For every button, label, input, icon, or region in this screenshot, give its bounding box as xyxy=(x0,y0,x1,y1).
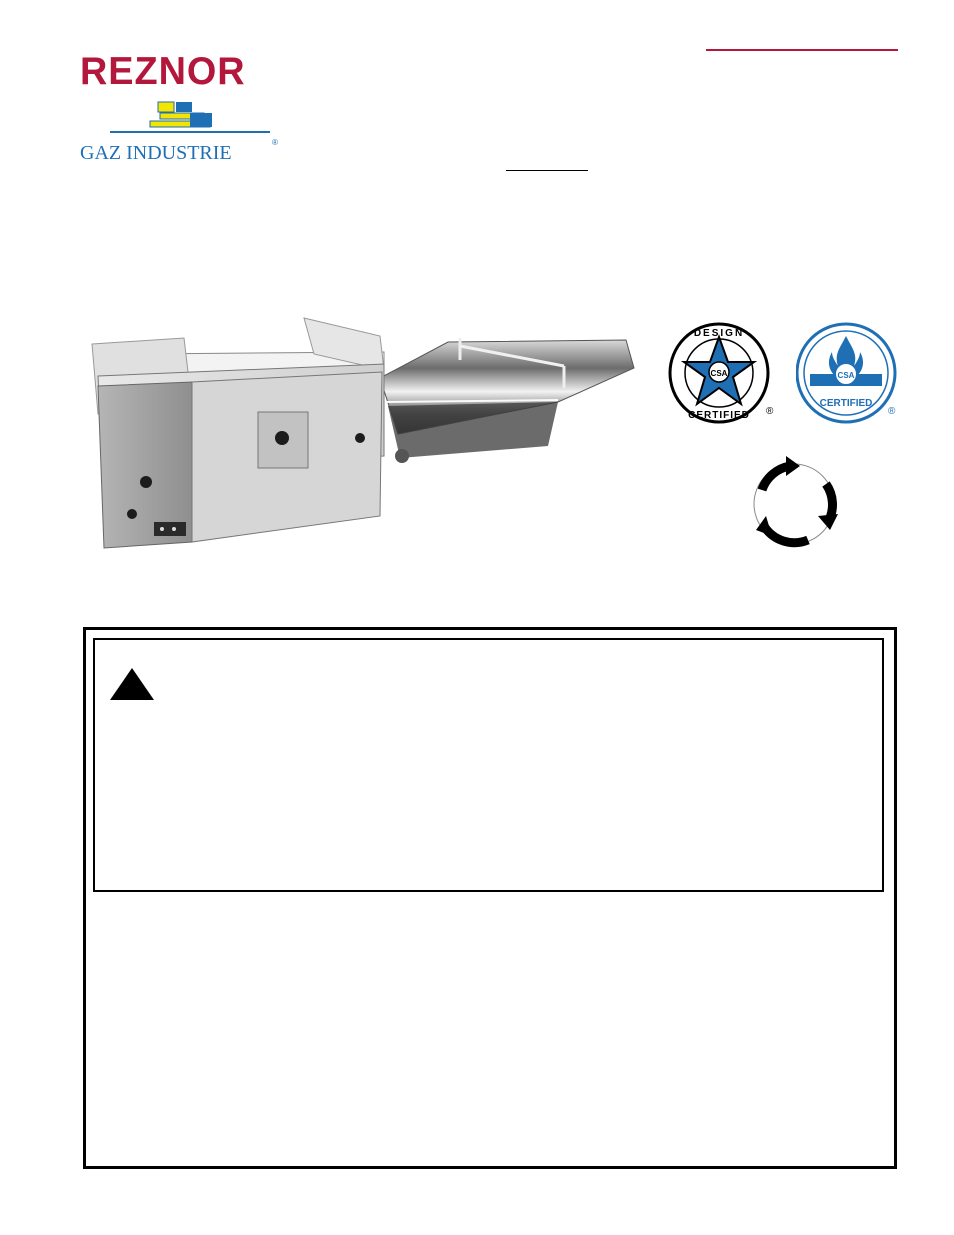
csa-badge-label: CERTIFIED xyxy=(819,398,873,409)
design-badge-registered: ® xyxy=(766,406,774,417)
header-rule xyxy=(706,49,898,51)
warning-triangle-icon xyxy=(110,668,154,700)
recycle-arrows-icon xyxy=(746,452,846,556)
design-certified-badge xyxy=(668,322,778,424)
heater-product-photo xyxy=(88,316,648,566)
gaz-industrie-mark-icon xyxy=(110,100,270,136)
design-badge-center: CSA xyxy=(710,369,728,378)
brand-logo xyxy=(80,50,290,170)
registered-mark: ® xyxy=(272,138,278,147)
csa-certified-badge xyxy=(796,322,900,424)
title-underline xyxy=(506,170,588,171)
csa-badge-center: CSA xyxy=(837,371,855,380)
design-badge-bottom: CERTIFIED xyxy=(688,410,750,421)
reznor-wordmark: REZNOR xyxy=(80,50,246,93)
gaz-industrie-wordmark: GAZ INDUSTRIE xyxy=(80,142,232,164)
warning-inner-box xyxy=(93,638,884,892)
design-badge-top: DESIGN xyxy=(693,328,745,339)
csa-badge-registered: ® xyxy=(888,406,896,417)
